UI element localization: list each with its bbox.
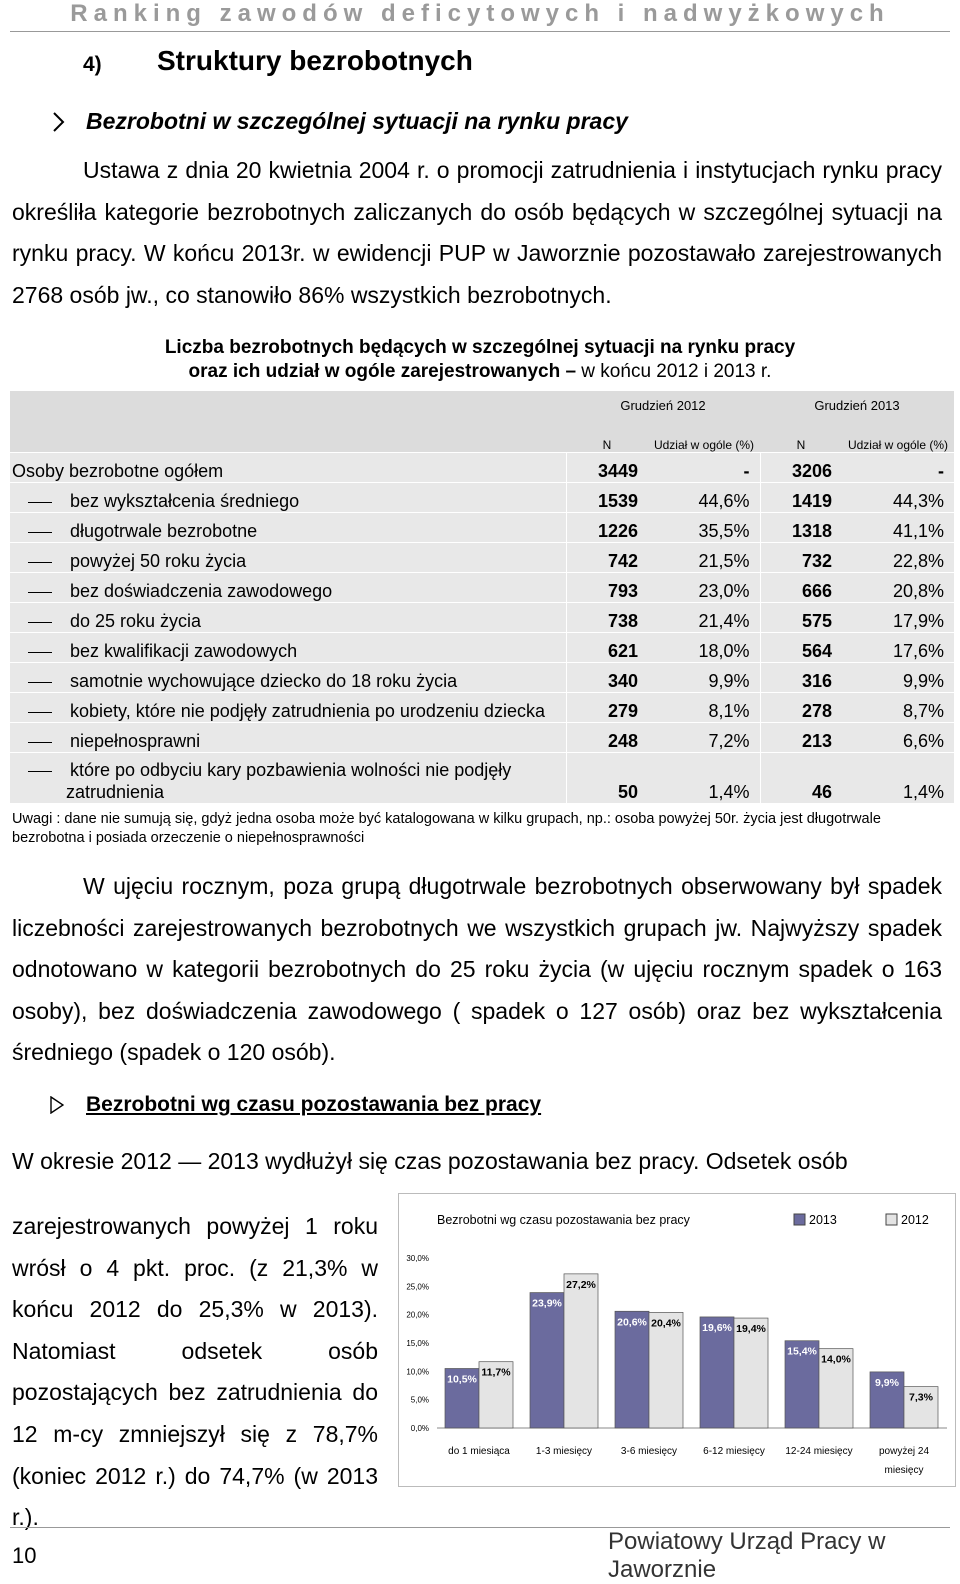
table-row-total: Osoby bezrobotne ogółem 3449 - 3206 - [10, 453, 954, 483]
subsection-title: Bezrobotni w szczególnej sytuacji na rynku pracy [86, 108, 628, 134]
trend-paragraph: W ujęciu rocznym, poza grupą długotrwale bezrobotnych obserwowany był spadek liczebności zarejestrowanych bezrobotnych we wszystkich grupach jw. Najwyższy spadek odnotowano w kategorii bezrobotnych do 25 roku życia (w ujęciu rocznym spadek o 163 osoby), bez doświadczenia zawodowego ( spadek o 127 osób) oraz bez wykształcenia średniego (spadek o 120 osób). [12, 873, 942, 1066]
table-row: kobiety, które nie podjęły zatrudnienia po urodzeniu dziecka 279 8,1% 278 8,7% [10, 693, 954, 723]
row-label: bez wykształcenia średniego [70, 491, 300, 511]
row-dash [28, 592, 52, 593]
y-tick-label: 25,0% [406, 1282, 429, 1292]
bar-value-label: 7,3% [909, 1391, 933, 1404]
y-tick-label: 30,0% [406, 1254, 429, 1263]
x-tick-label: 3-6 miesięcy [620, 1446, 678, 1457]
bar-value-label: 10,5% [447, 1373, 477, 1386]
duration-paragraph: zarejestrowanych powyżej 1 roku wrósł o 4 pkt. proc. (z 21,3% w końcu 2012 do 25,3% w 2013). Natomiast odsetek osób pozostających bez zatrudnienia do 12 m-cy zmniejszył się z 78,7% (koniec 2012 r.) do 74,7% (w 2013 r.). [12, 1213, 378, 1531]
bar-2012 [649, 1312, 683, 1428]
bar-value-label: 19,4% [736, 1323, 766, 1336]
bar-value-label: 20,4% [651, 1317, 681, 1330]
col-n-2012: N [602, 438, 612, 452]
y-tick-label: 0,0% [410, 1424, 429, 1433]
x-tick-label: 12-24 miesięcy [785, 1446, 853, 1457]
table-note: Uwagi : dane nie sumują się, gdyż jedna osoba może być katalogowana w kilku grupach, np.: osoba powyżej 50r. życia jest długotrwale bezrobotna i posiada orzeczenie o niepełnosprawności [12, 811, 881, 846]
arrow-bullet-icon [50, 1096, 64, 1114]
bar-2013 [530, 1293, 564, 1428]
legend-label-2012: 2012 [901, 1213, 929, 1227]
col-share-2012: Udział w ogóle (%) [653, 438, 755, 452]
bar-value-label: 27,2% [566, 1278, 596, 1291]
special-situation-table [10, 391, 954, 803]
running-header: Ranking zawodów deficytowych i nadwyżkowych [70, 0, 890, 27]
chart-title: Bezrobotni wg czasu pozostawania bez pracy [437, 1213, 690, 1227]
duration-paragraph-line: W okresie 2012 — 2013 wydłużył się czas pozostawania bez pracy. Odsetek osób [12, 1148, 848, 1174]
y-tick-label: 15,0% [406, 1339, 429, 1348]
table-row: bez wykształcenia średniego 1539 44,6% 1419 44,3% [10, 483, 954, 513]
table-row: niepełnosprawni 248 7,2% 213 6,6% [10, 723, 954, 753]
x-tick-label: powyżej 24 [878, 1446, 930, 1457]
row-label: do 25 roku życia [70, 611, 202, 631]
y-tick-label: 20,0% [406, 1310, 429, 1320]
section-title: Struktury bezrobotnych [157, 45, 473, 76]
bar-2012 [564, 1274, 598, 1428]
bar-value-label: 9,9% [875, 1376, 899, 1389]
row-dash [28, 622, 52, 623]
table-title: Liczba bezrobotnych będących w szczególnej sytuacji na rynku pracy oraz ich udział w ogóle zarejestrowanych – w końcu 2012 i 2013 r. [164, 337, 796, 382]
bar-value-label: 15,4% [787, 1345, 817, 1358]
table-row: długotrwale bezrobotne 1226 35,5% 1318 41,1% [10, 513, 954, 543]
row-dash [28, 502, 52, 503]
header-divider [10, 31, 950, 32]
row-label: niepełnosprawni [70, 731, 201, 751]
row-label: kobiety, które nie podjęły zatrudnienia po urodzeniu dziecka [70, 701, 545, 721]
x-tick-label: miesięcy [884, 1465, 924, 1476]
x-tick-label: 1-3 miesięcy [535, 1446, 593, 1457]
bar-2013 [615, 1311, 649, 1428]
col-header-2012: Grudzień 2012 [620, 398, 706, 413]
table-row: samotnie wychowujące dziecko do 18 roku życia 340 9,9% 316 9,9% [10, 663, 954, 693]
duration-chart-svg [399, 1194, 955, 1486]
row-label: bez kwalifikacji zawodowych [70, 641, 298, 661]
chevron-right-icon [52, 111, 65, 133]
row-dash [28, 562, 52, 563]
subsection2-title: Bezrobotni wg czasu pozostawania bez pracy [86, 1093, 542, 1116]
row-dash [28, 652, 52, 653]
bar-value-label: 14,0% [821, 1353, 851, 1366]
row-dash [28, 712, 52, 713]
table-row: bez kwalifikacji zawodowych 621 18,0% 564 17,6% [10, 633, 954, 663]
x-tick-label: do 1 miesiąca [448, 1446, 510, 1457]
row-dash [28, 682, 52, 683]
intro-paragraph: Ustawa z dnia 20 kwietnia 2004 r. o promocji zatrudnienia i instytucjach rynku pracy określiła kategorie bezrobotnych zaliczanych do osób będących w szczególnej sytuacji na rynku pracy. W końcu 2013r. w ewidencji PUP w Jaworznie pozostawało zarejestrowanych 2768 osób jw., co stanowiło 86% wszystkich bezrobotnych. [12, 157, 942, 308]
page-number: 10 [12, 1543, 37, 1568]
table-row: które po odbyciu kary pozbawienia wolności nie podjęły zatrudnienia 50 1,4% 46 1,4% [10, 753, 954, 804]
bar-value-label: 23,9% [532, 1297, 562, 1310]
bar-value-label: 11,7% [481, 1366, 511, 1379]
table-row: do 25 roku życia 738 21,4% 575 17,9% [10, 603, 954, 633]
y-tick-label: 10,0% [406, 1367, 429, 1377]
footer-organization: Powiatowy Urząd Pracy w Jaworznie [608, 1528, 886, 1583]
legend-swatch-2012 [886, 1214, 897, 1225]
y-tick-label: 5,0% [410, 1395, 429, 1405]
col-share-2013: Udział w ogóle (%) [847, 438, 949, 452]
row-dash [28, 742, 52, 743]
x-tick-label: 6-12 miesięcy [703, 1446, 765, 1457]
section-number: 4) [83, 53, 102, 76]
legend-swatch-2013 [794, 1214, 805, 1225]
col-header-2013: Grudzień 2013 [814, 398, 900, 413]
bar-value-label: 20,6% [617, 1316, 647, 1329]
row-label: długotrwale bezrobotne [70, 521, 258, 541]
table-row: bez doświadczenia zawodowego 793 23,0% 666 20,8% [10, 573, 954, 603]
row-label: samotnie wychowujące dziecko do 18 roku życia [70, 671, 458, 691]
row-label: bez doświadczenia zawodowego [70, 581, 333, 601]
duration-chart [398, 1193, 956, 1487]
bar-value-label: 19,6% [702, 1321, 732, 1334]
row-dash [28, 532, 52, 533]
row-dash [28, 771, 52, 772]
legend-label-2013: 2013 [809, 1213, 837, 1227]
table-row: powyżej 50 roku życia 742 21,5% 732 22,8% [10, 543, 954, 573]
col-n-2013: N [796, 438, 806, 452]
row-label: powyżej 50 roku życia [70, 551, 247, 571]
